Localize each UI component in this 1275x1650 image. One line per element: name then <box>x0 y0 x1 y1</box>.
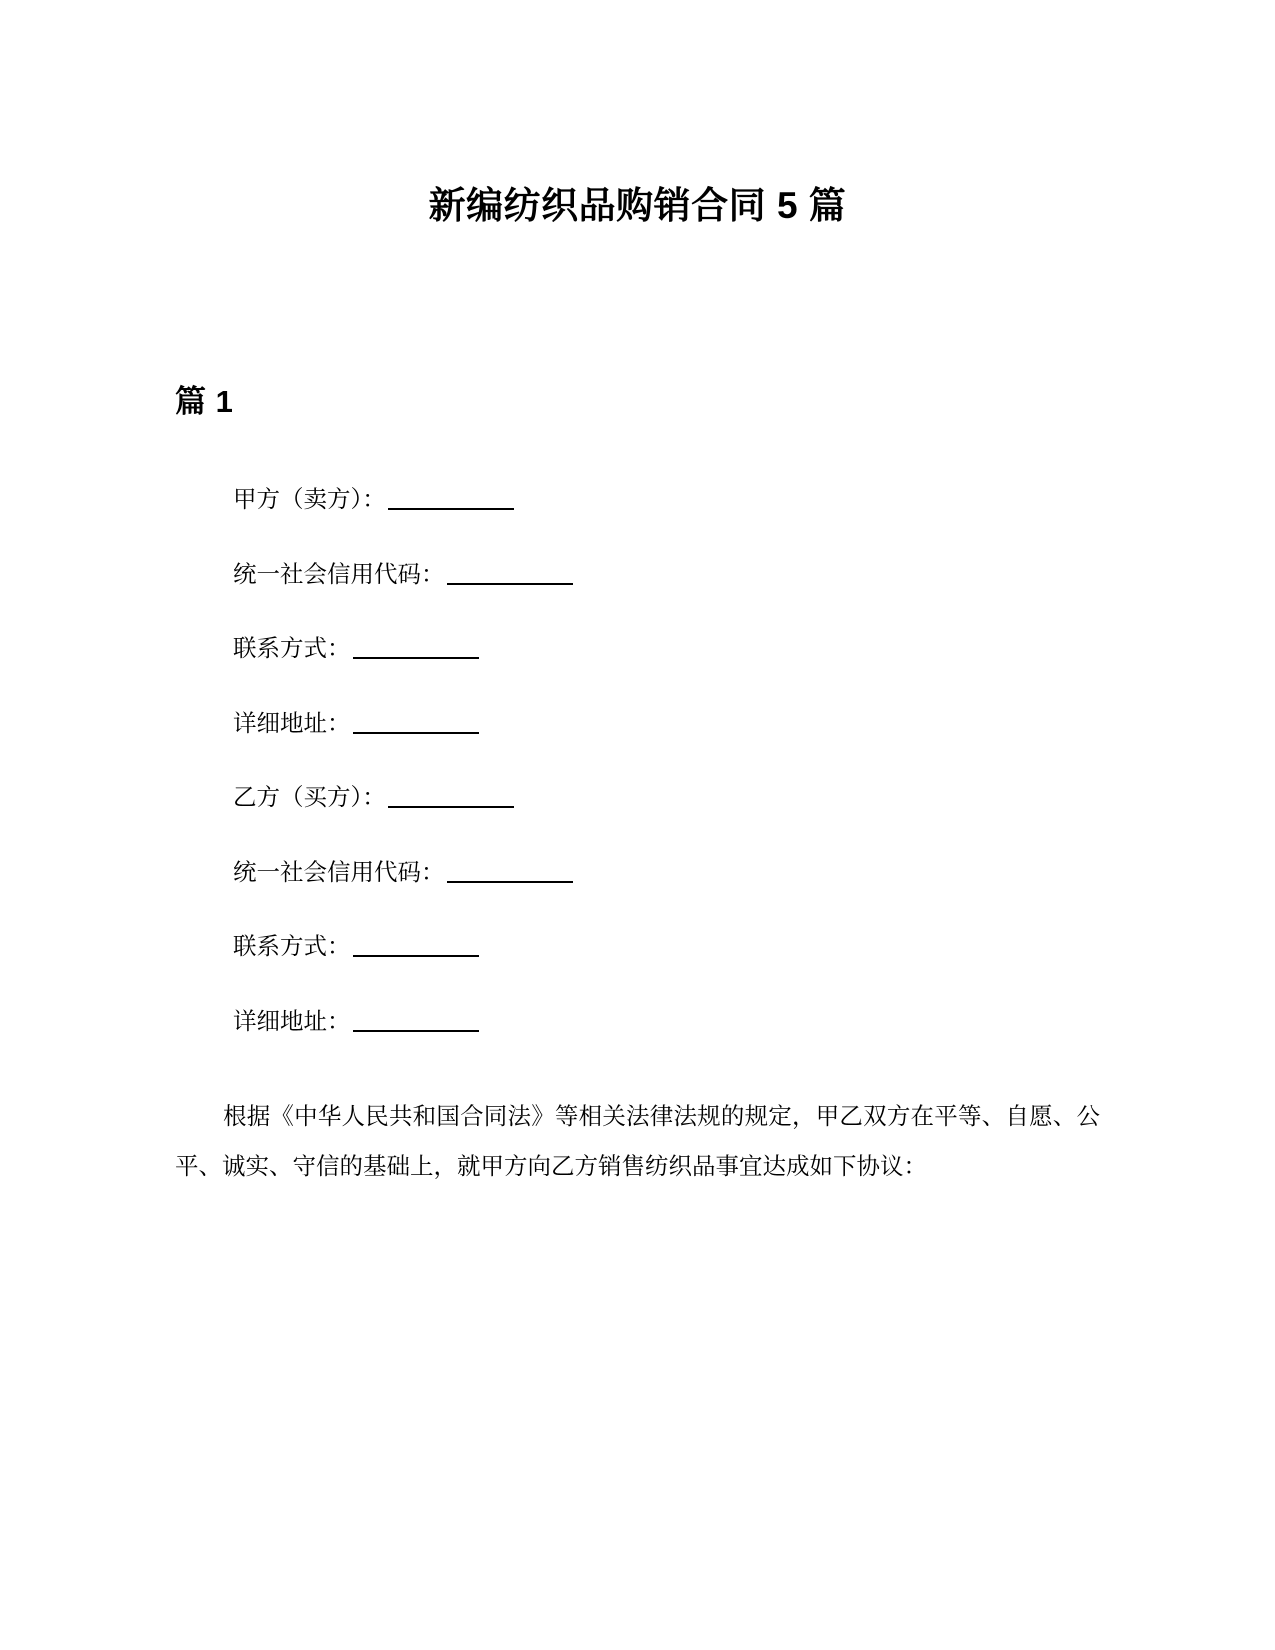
field-blank <box>447 881 573 883</box>
field-label: 详细地址： <box>233 1007 351 1034</box>
section-heading: 篇 1 <box>175 384 234 420</box>
field-blank <box>353 732 479 734</box>
list-item <box>175 858 1100 885</box>
field-blank <box>388 508 514 510</box>
list-item <box>175 1007 1100 1034</box>
list-item <box>175 488 1100 512</box>
field-label: 详细地址： <box>233 709 351 736</box>
field-label: 联系方式： <box>233 635 351 662</box>
field-blank <box>388 806 514 808</box>
agreement-paragraph: 根据《中华人民共和国合同法》等相关法律法规的规定，甲乙双方在平等、自愿、公平、诚实、守信的基础上，就甲方向乙方销售纺织品事宜达成如下协议： <box>175 1103 1100 1179</box>
field-blank <box>447 583 573 585</box>
list-item <box>175 637 1100 661</box>
field-blank <box>353 955 479 957</box>
page-title: 新编纺织品购销合同 5 篇 <box>428 185 847 226</box>
list-item <box>175 786 1100 810</box>
list-item <box>175 709 1100 736</box>
field-label: 统一社会信用代码： <box>233 858 445 885</box>
field-label: 甲方（卖方）： <box>233 486 386 513</box>
field-label: 乙方（买方）： <box>233 784 386 811</box>
field-label: 统一社会信用代码： <box>233 560 445 587</box>
field-blank <box>353 1030 479 1032</box>
list-item <box>175 560 1100 587</box>
list-item <box>175 935 1100 959</box>
field-blank <box>353 657 479 659</box>
party-field-list <box>175 422 1100 1033</box>
field-label: 联系方式： <box>233 933 351 960</box>
